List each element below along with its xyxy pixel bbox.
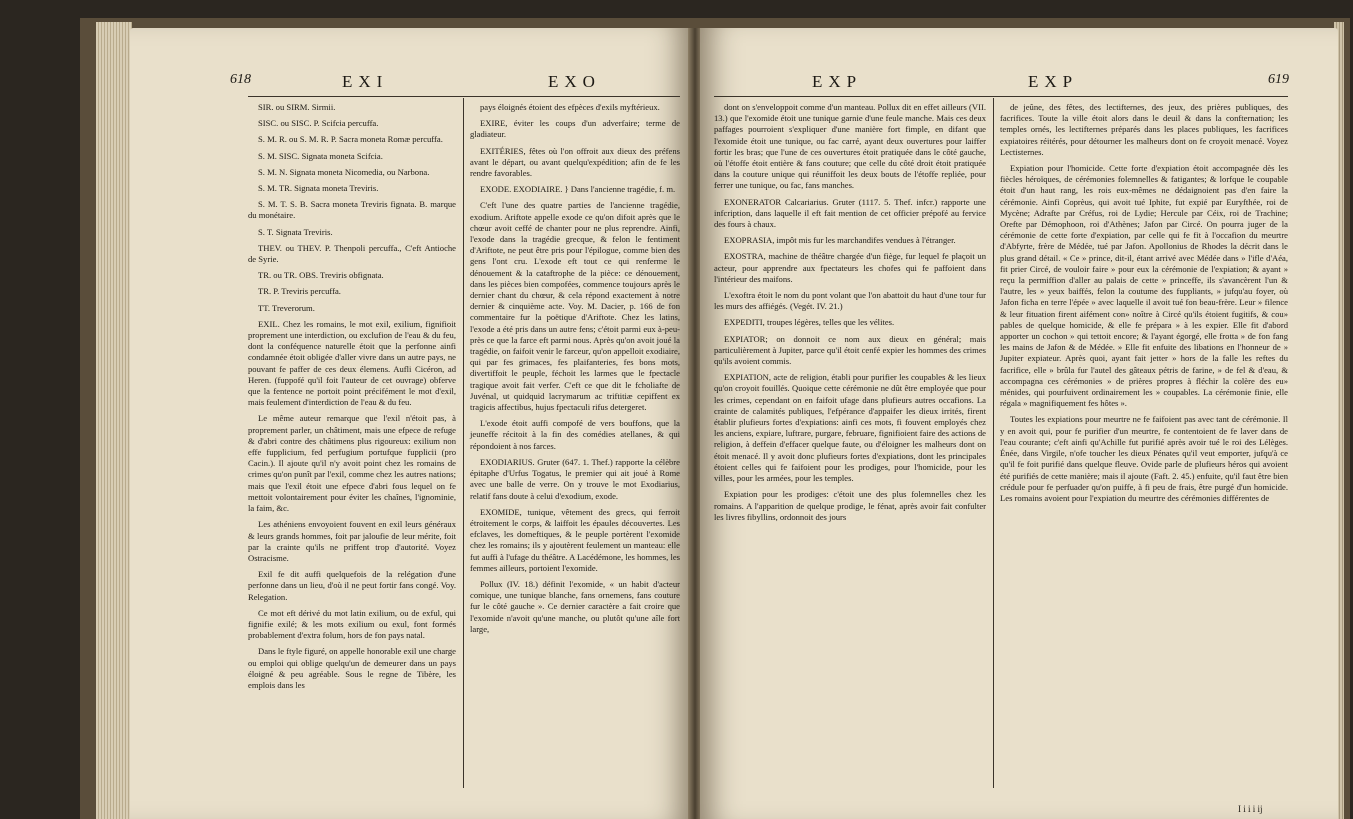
paragraph: S. M. N. Signata moneta Nicomedia, ou Narbona.: [258, 166, 430, 177]
paragraph: THEV. ou THEV. P. Thenpoli percuffa., C'eft Antioche de Syrie.: [248, 242, 456, 265]
left-header-rule: [248, 96, 680, 97]
paragraph: SIR. ou SIRM. Sirmii.: [258, 102, 336, 112]
left-header-right: EXO: [548, 72, 601, 91]
paragraph: Expiation pour les prodiges: c'étoit une des plus folemnelles chez les romains. A l'apparition de quelque prodige, le fénat, après avoir fait confulter les livres fibyllins, ordonnoit des jours: [714, 489, 986, 522]
left-header-left: EXI: [342, 72, 389, 91]
page-edges-left: [96, 22, 132, 819]
paragraph: EXPIATOR; on donnoit ce nom aux dieux en général; mais particulièrement à Jupiter, parce qu'il étoit cenfé expier les hommes des crimes qu'ils avoient commis.: [714, 333, 986, 367]
paragraph: Dans le ftyle figuré, on appelle honorable exil une charge ou emploi qui oblige quelqu'un de demeurer dans un pays éloigné & peu agréable. Sous le regne de Tibère, les emplois dans les: [248, 646, 456, 690]
left-page: [130, 28, 690, 819]
paragraph: L'exode étoit auffi compofé de vers bouffons, que la jeuneffe récitoit à la fin des comédies atellanes, & qui répondoient à nos farces.: [470, 418, 680, 451]
left-column-2: [470, 102, 680, 640]
paragraph: Ce mot eft dérivé du mot latin exilium, ou de exful, qui fignifie exilé; & les mots exilium ou exul, font formés probablement d'extra folum, hors de fon pays natal.: [248, 607, 456, 641]
paragraph: Le même auteur remarque que l'exil n'étoit pas, à proprement parler, un châtiment, mais une efpece de refuge & d'abri contre des châtimens plus rigoureux: exilium non effe fupplicium, fed perfugium portufque fupplicii (pro Cacin.). Il ajoute qu'il n'y avoit point chez les romains de crimes qu'on punît par l'exil, comme chez les autres nations; mais que l'exil étoit une efpece d'abri fous lequel on fe mettoit volontairement pour éviter les chaînes, l'ignominie, la faim, &c.: [248, 413, 456, 514]
right-page: [700, 28, 1338, 819]
paragraph: dont on s'enveloppoit comme d'un manteau. Pollux dit en effet ailleurs (VII. 13.) que l'exomide étoit une tunique garnie d'une feule manche. Mais ces deux paffages pourroient s'expliquer d'une manière fort fimple, en difant que l'exomide étoit une tunique, ou fac carré, ayant deux ouvertures pour laiffer fortir les bras; que l'une de ces ouvertures étoit pratiquée dans le côté gauche, où l'étoffe étoit entière & fans couture; que celle du côté droit étoit pratiquée dans la couture unique qui réuniffoit les deux bouts de l'étoffe repliée, pour ferrer une tunique, ou fac, fans manches.: [714, 102, 986, 191]
paragraph: EXPEDITI, troupes légères, telles que les vélites.: [724, 317, 895, 328]
paragraph: EXOPRASIA, impôt mis fur les marchandifes vendues à l'étranger.: [724, 235, 956, 246]
paragraph: Les athéniens envoyoient fouvent en exil leurs généraux & leurs grands hommes, foit par jaloufie de leur mérite, foit par la crainte qu'ils ne priffent trop d'autorité. Voyez Ostracisme.: [248, 519, 456, 563]
paragraph: S. M. T. S. B. Sacra moneta Treviris fignata. B. marque du monétaire.: [248, 199, 456, 221]
paragraph: EXOSTRA, machine de théâtre chargée d'un fiège, fur lequel fe plaçoit un acteur, pour apprendre aux fpectateurs les chofes qui fe paffoient dans l'intérieur des maifons.: [714, 251, 986, 284]
paragraph: TR. ou TR. OBS. Treviris obfignata.: [258, 270, 384, 281]
paragraph: C'eft l'une des quatre parties de l'ancienne tragédie, exodium. Ariftote appelle exode ce qu'on difoit après que le chœur avoit ceffé de chanter pour ne plus reprendre. Ainfi, l'exode dans la tragédie grecque, & felon le fentiment d'Ariftote, ne peut être pris pour l'épilogue, comme bien des gens l'ont cru. L'exode eft tout ce qui renferme le dénouement & la cataftrophe de la pièce: ce dénouement, dans les pièces bien compofées, commence toujours après le dernier chant du chœur, & cela répond exactement à notre dernier & cinquième acte. Voy. M. Dacier, p. 166 de fon commentaire fur la poëtique d'Ariftote. Chez les latins, l'exode a été pris dans un autre fens; c'étoit parmi eux à-peu-près ce que la farce eft parmi nous. Après qu'on avoit joué la tragédie, on faifoit venir le farceur, qu'on appelloit exodiaire, qui par fes grimaces, fes plaifanteries, fes bons mots, divertiffoit le peuple, féchoit les larmes que le fpectacle tragique avoit fait verfer. C'eft ce que dit le fcholiafte de Juvénal, ut quidquid lacrymarum ac triftitiæ cepiffent ex tragicis affectibus, hujus fpectaculi rifus detergeret.: [470, 200, 680, 413]
right-header-left: EXP: [812, 72, 863, 91]
paragraph: EXONERATOR Calcariarius. Gruter (1117. 5. Thef. infcr.) rapporte une infcription, dans laquelle il eft fait mention de cet officier prépofé au fervice des fours à chaux.: [714, 196, 986, 230]
paragraph: TR. P. Treviris percuffa.: [258, 286, 341, 297]
paragraph: EXODE. EXODIAIRE. } Dans l'ancienne tragédie, f. m.: [480, 184, 676, 195]
paragraph: S. T. Signata Treviris.: [258, 226, 333, 237]
paragraph: EXPIATION, acte de religion, établi pour purifier les coupables & les lieux qu'on croyoit fouillés. Quoique cette cérémonie ne dût être employée que pour les crimes, cependant on en faifoit ufage dans plufieurs autres occafions. La crainte de calamités publiques, l'efpérance d'appaifer les dieux irrités, firent établir plufieurs fortes d'expiations: ainfi ces mots, fi fouvent employés chez les anciens, expiare, luftrare, purgare, februare, fignifioient faire des actions de religion, à deffein d'effacer quelque faute, ou d'éloigner les malheurs dont on étoit menacé. Il y avoit donc plufieurs fortes d'expiations, dont les principales étoient celles qui fe faifoient pour les prodiges, pour l'homicide, pour les villes, pour les armées, pour les temples.: [714, 372, 986, 484]
left-page-number: 618: [230, 72, 251, 87]
paragraph: TT. Treverorum.: [258, 302, 315, 313]
right-column-2: [1000, 102, 1288, 509]
paragraph: L'exoftra étoit le nom du pont volant que l'on abattoit du haut d'une tour fur les murs des affiégés. (Vegét. IV. 21.): [714, 290, 986, 312]
right-column-divider: [993, 98, 994, 788]
paragraph: S. M. SISC. Signata moneta Scifcia.: [258, 150, 383, 161]
paragraph: de jeûne, des fêtes, des lectifternes, des jeux, des prières publiques, des facrifices. Toute la ville étoit alors dans le deuil & dans la confternation; les temples ornés, les lectifternes préparés dans les places publiques, les facrifices expiatoires réitérés, pour détourner les malheurs dont on fe croyoit menacé. Voyez Lectisternes.: [1000, 102, 1288, 157]
signature-mark: I i i i ij: [1238, 804, 1263, 814]
paragraph: S. M. TR. Signata moneta Treviris.: [258, 183, 379, 194]
paragraph: EXOMIDE, tunique, vêtement des grecs, qui ferroit étroitement le corps, & laiffoit les épaules découvertes. Les efclaves, les domeftiques, & le peuple portèrent l'exomide chez les romains; ils y ajoutèrent feulement un manteau: elle fut auffi à l'ufage du théâtre. A Lacédémone, les hommes, les femmes ailleurs, portoient l'exomide.: [470, 506, 680, 573]
paragraph: S. M. R. ou S. M. R. P. Sacra moneta Romæ percuffa.: [258, 134, 443, 145]
paragraph: EXODIARIUS. Gruter (647. 1. Thef.) rapporte la célèbre épitaphe d'Urfus Togatus, le premier qui ait joué à Rome avec une balle de verre. On y trouve le mot Exodiarius, relatif fans doute à celui d'exodium, exode.: [470, 456, 680, 501]
paragraph: Pollux (IV. 18.) définit l'exomide, « un habit d'acteur comique, une tunique blanche, fans ornemens, fans couture fur le côté gauche ». Ce dernier caractère a fait croire que l'exomide n'avoit qu'une manche, ou plutôt qu'une aîle fort large,: [470, 578, 680, 634]
left-column-divider: [463, 98, 464, 788]
right-column-1: [714, 102, 986, 528]
paragraph: Expiation pour l'homicide. Cette forte d'expiation étoit accompagnée dès les fiècles héroïques, de cérémonies folemnelles & fatigantes; & lorfque le coupable étoit d'un haut rang, les rois eux-mêmes ne dédaignoient pas d'en faire la cérémonie. Ainfi Coprèus, qui avoit tué Iphite, fut expié par Euryfthée, roi de Mycène; Adrafte par Créfus, roi de Lydie; Hercule par Céix, roi de Trachine; Orefte par Démophoon, roi d'Athènes; Jafon par Circé. On pourra juger de la cérémonie de cette forte d'expiation, par celle qui fe fit à l'occafion du meurtre d'Abfyrte, frère de Médée, tué par Jafon. Apollonius de Rhodes la décrit dans le plus grand détail. « Ce » prince, dit-il, étant arrivé avec Médée dans » l'ifle d'Aéa, fit prier Circé, de vouloir faire » pour eux la cérémonie de l'expiation; & ayant » reçu la permiffion d'aller au palais de cette » princeffe, ils s'avancèrent l'un & l'autre, les » yeux baiffés, felon la coutume des fuppliants, » jufqu'au foyer, où Jafon ficha en terre l'épée » avec laquelle il avoit tué fon beau-frère. Leur » filence & leur fituation firent aifément con» noître à Circé qu'ils étoient fugitifs, & cou» pables de quelque homicide, & elle fe prépara » à les expier. Elle fit d'abord apporter un cochon » qui tettoit encore; & l'ayant égorgé, elle frotta » de fon fang les mains de Jafon & de Médée. » Elle fit enfuite des libations en l'honneur de » Jupiter expiateur. Après quoi, ayant fait jetter » hors de la falle les reftes du facrifice, elle » brûla fur l'autel des gâteaux pétris de farine, » de fel & d'eau, & accompagna ces cérémonies » de prières propres à fléchir la colère des eu» ménides, qui pourfuivent ordinairement les » coupables. La cérémonie finie, elle régala » magnifiquement fes hôtes ».: [1000, 163, 1288, 409]
left-column-1: [248, 102, 456, 696]
paragraph: EXIL. Chez les romains, le mot exil, exilium, fignifioit proprement une interdiction, ou exclufion de l'eau & du feu, dont la conféquence naturelle étoit que la perfonne ainfi condamnée étoit obligée d'aller vivre dans un autre pays, ne pouvant fe paffer de ces deux élemens. Aufli Cicéron, ad Heren. (fuppofé qu'il foit l'auteur de cet ouvrage) obferve que la fentence ne portoit point précifément le mot d'exil, mais feulement d'interdiction de l'eau & du feu.: [248, 318, 456, 408]
right-header-rule: [714, 96, 1288, 97]
paragraph: EXITÉRIES, fêtes où l'on offroit aux dieux des préfens avant le départ, ou avant quelqu'expédition; afin de fe les rendre favorables.: [470, 145, 680, 179]
right-header-right: EXP: [1028, 72, 1079, 91]
paragraph: Toutes les expiations pour meurtre ne fe faifoient pas avec tant de cérémonie. Il y en avoit qui, pour fe purifier d'un meurtre, fe contentoient de fe laver dans de l'eau courante; c'eft ainfi qu'Achille fut purifié après avoir tué le roi des Lélèges. Énée, dans Virgile, n'ofe toucher les dieux Pénates qu'il veut emporter, jufqu'à ce qu'il fe foit purifié dans quelque fleuve. Ovide parle de plufieurs héros qui avoient été purifiés de cette manière; mais il ajoute (Faft. 2. 45.) enfuite, qu'il faut être bien crédule pour fe perfuader qu'on puiffe, à fi peu de frais, être purgé d'un homicide. Les romains avoient pour l'expiation du meurtre des cérémonies différentes de: [1000, 414, 1288, 503]
paragraph: SISC. ou SISC. P. Scifcia percuffa.: [258, 118, 379, 129]
paragraph: Exil fe dit auffi quelquefois de la relégation d'une perfonne dans un lieu, d'où il ne peut fortir fans congé. Voy. Relegation.: [248, 569, 456, 602]
right-page-number: 619: [1268, 72, 1289, 87]
paragraph: pays éloignés étoient des efpèces d'exils myftérieux.: [480, 102, 660, 112]
paragraph: EXIRE, éviter les coups d'un adverfaire; terme de gladiateur.: [470, 118, 680, 140]
